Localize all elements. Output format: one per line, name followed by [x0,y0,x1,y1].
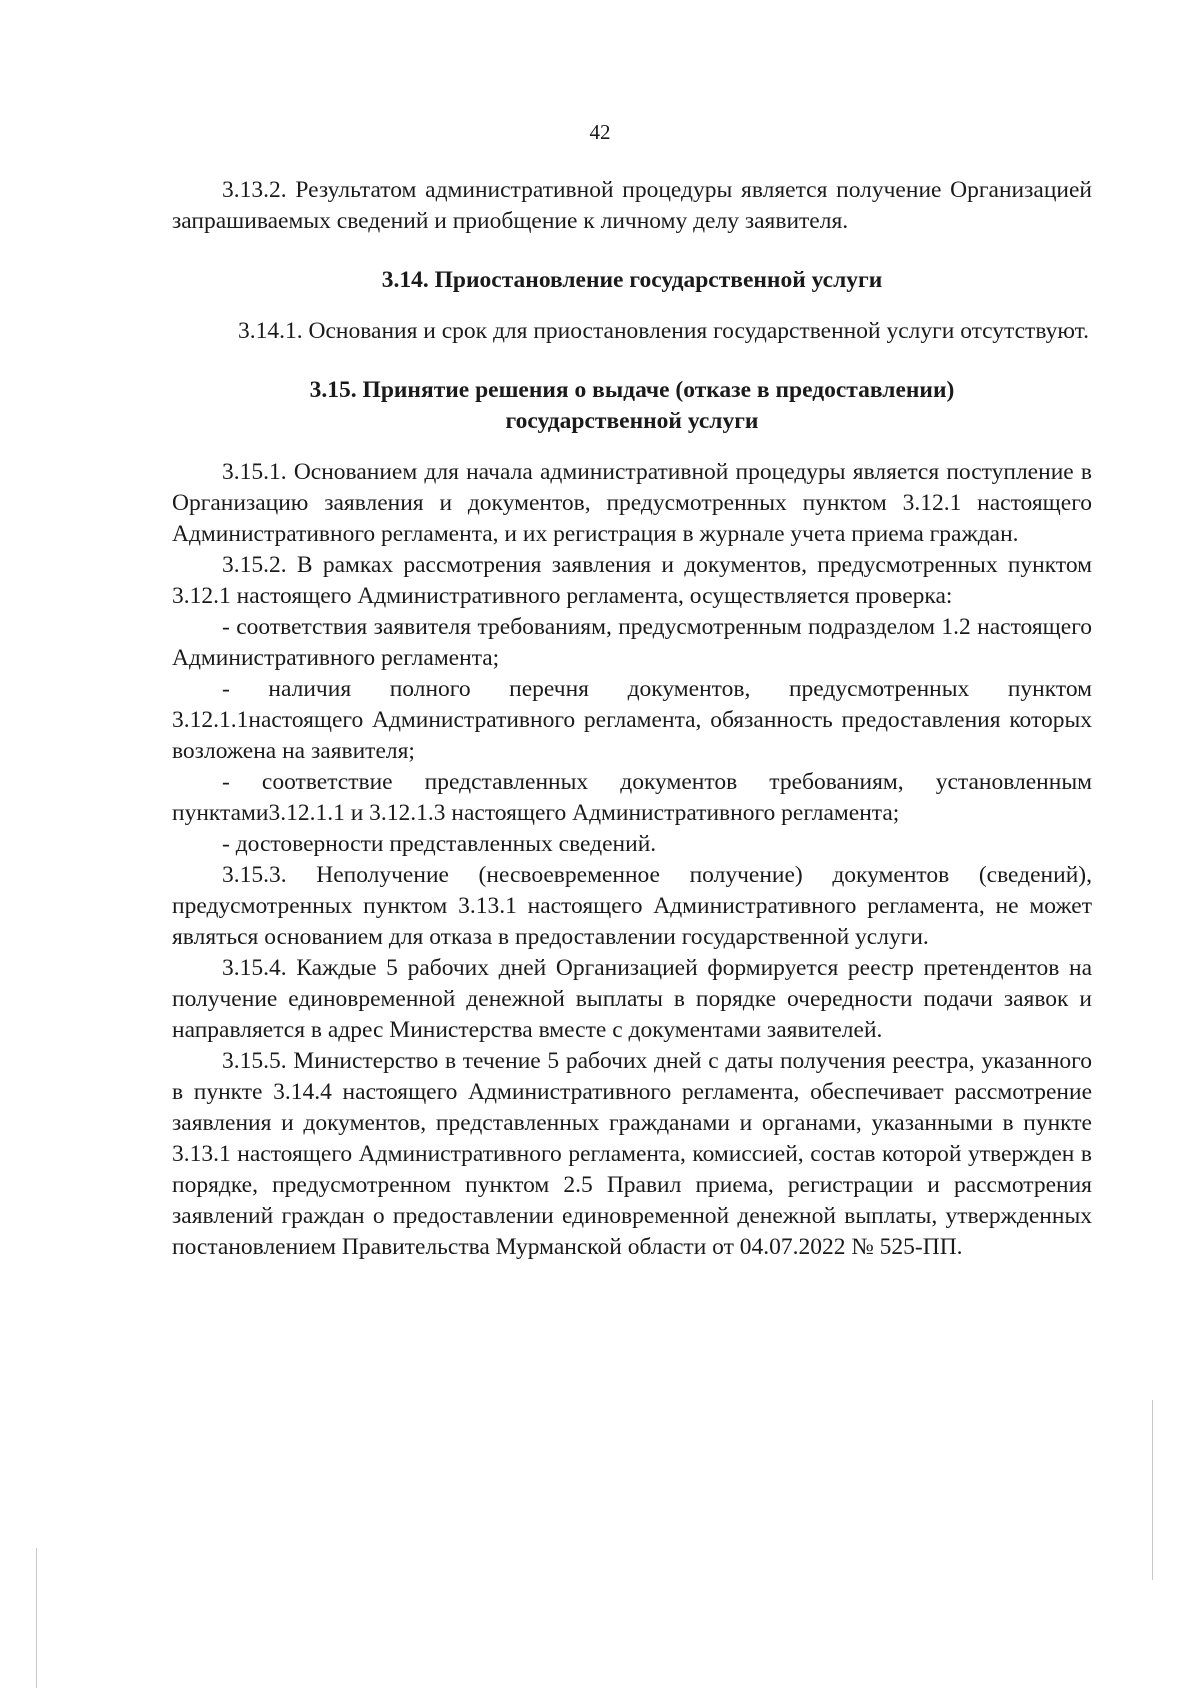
paragraph-3-15-1: 3.15.1. Основанием для начала административной процедуры является поступление в Организацию заявления и документов, предусмотренных пунктом 3.12.1 настоящего Административного регламента, и их регистрация в журнале учета приема граждан. [172,459,1092,547]
list-item-documents: - наличия полного перечня документов, предусмотренных пунктом 3.12.1.1настоящего Административного регламента, обязанность предоставления которых возложена на заявителя; [172,676,1092,764]
paragraph-3-13-2: 3.13.2. Результатом административной процедуры является получение Организацией запрашиваемых сведений и приобщение к личному делу заявителя. [172,177,1092,234]
paragraph-3-15-5: 3.15.5. Министерство в течение 5 рабочих дней с даты получения реестра, указанного в пункте 3.14.4 настоящего Административного регламента, обеспечивает рассмотрение заявления и документов, представленных гражданами и органами, указанными в пункте 3.13.1 настоящего Административного регламента, комиссией, состав которой утвержден в порядке, предусмотренном пунктом 2.5 Правил приема, регистрации и рассмотрения заявлений граждан о предоставлении единовременной денежной выплаты, утвержденных постановлением Правительства Мурманской области от 04.07.2022 № 525-ПП. [172,1048,1092,1260]
section-heading-3-15-line1: 3.15. Принятие решения о выдаче (отказе в предоставлении) [309,377,955,403]
section-heading-3-15-line2: государственной услуги [505,408,759,434]
paragraph-3-14-1: 3.14.1. Основания и срок для приостановления государственной услуги отсутствуют. [238,318,1089,344]
scan-artifact-left [36,1548,37,1688]
page-number: 42 [589,120,611,144]
list-item-compliance: - соответствие представленных документов требованиям, установленным пунктами3.12.1.1 и 3.12.1.3 настоящего Административного регламента; [172,769,1092,826]
paragraph-3-15-2: 3.15.2. В рамках рассмотрения заявления и документов, предусмотренных пунктом 3.12.1 настоящего Административного регламента, осуществляется проверка: [172,552,1092,609]
list-item-requirements: - соответствия заявителя требованиям, предусмотренным подразделом 1.2 настоящего Административного регламента; [172,614,1092,671]
list-item-reliability: - достоверности представленных сведений. [222,831,657,857]
document-body [172,175,1092,1263]
paragraph-3-15-4: 3.15.4. Каждые 5 рабочих дней Организацией формируется реестр претендентов на получение единовременной денежной выплаты в порядке очередности подачи заявок и направляется в адрес Министерства вместе с документами заявителей. [172,955,1092,1043]
paragraph-3-15-3: 3.15.3. Неполучение (несвоевременное получение) документов (сведений), предусмотренных пунктом 3.13.1 настоящего Административного регламента, не может являться основанием для отказа в предоставлении государственной услуги. [172,862,1092,950]
section-heading-3-14: 3.14. Приостановление государственной услуги [381,267,883,293]
scan-artifact-right [1152,1400,1153,1580]
